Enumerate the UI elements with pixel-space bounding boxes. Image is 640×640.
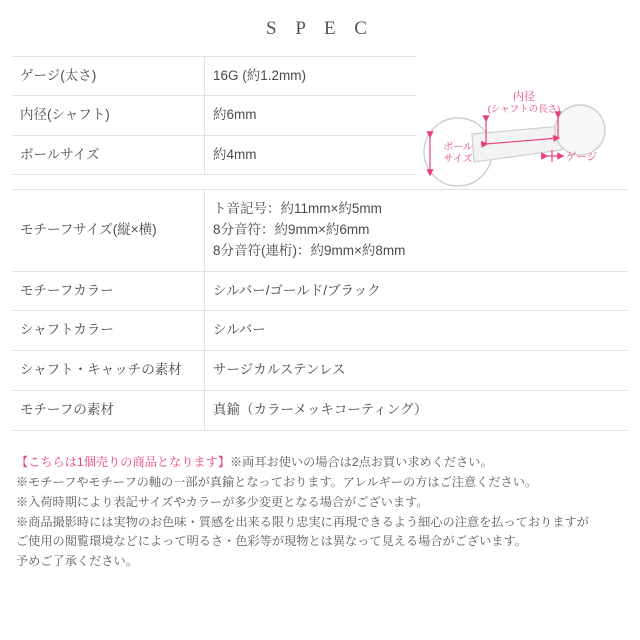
note-line: ※入荷時期により表記サイズやカラーが多少変更となる場合がございます。 xyxy=(16,494,429,509)
note-line: ご使用の閲覧環境などによって明るさ・色彩等が現物とは異なって見える場合がございます。 xyxy=(16,534,527,549)
spec-top-section xyxy=(12,56,628,175)
table-row xyxy=(12,391,628,431)
note-text: ※両耳お使いの場合は2点お買い求めください。 xyxy=(229,455,493,470)
table-row xyxy=(12,57,416,96)
spec-value-line: 8分音符：約9mm×約6mm xyxy=(213,221,370,237)
note-line: ※モチーフやモチーフの軸の一部が真鍮となっております。アレルギーの方はご注意ください。 xyxy=(16,474,538,489)
notes-section xyxy=(16,453,624,572)
spec-value: 約6mm xyxy=(205,96,417,135)
ball-size-label-line2: サイズ xyxy=(443,154,473,165)
spec-label: シャフト・キャッチの素材 xyxy=(12,351,205,391)
piercing-dimension-diagram xyxy=(412,90,624,210)
spec-value: シルバー/ゴールド/ブラック xyxy=(205,271,629,311)
table-row xyxy=(12,96,416,135)
spec-top-table xyxy=(12,56,416,175)
spec-value: 約4mm xyxy=(205,135,417,174)
spec-label: モチーフサイズ(縦×横) xyxy=(12,189,205,271)
spec-label: モチーフの素材 xyxy=(12,391,205,431)
table-row xyxy=(12,271,628,311)
spec-label: シャフトカラー xyxy=(12,311,205,351)
note-highlight: 【こちらは1個売りの商品となります】 xyxy=(16,455,230,470)
spec-value: シルバー xyxy=(205,311,629,351)
note-line xyxy=(16,453,624,473)
table-row xyxy=(12,135,416,174)
inner-diameter-label-line1: 内径 xyxy=(513,91,535,103)
spec-label: ボールサイズ xyxy=(12,135,205,174)
spec-value: 16G (約1.2mm) xyxy=(205,57,417,96)
inner-diameter-label-line2: (シャフトの長さ) xyxy=(487,104,561,115)
spec-value: 真鍮（カラーメッキコーティング） xyxy=(205,391,629,431)
spec-label: モチーフカラー xyxy=(12,271,205,311)
spec-value-line: 8分音符(連桁)：約9mm×約8mm xyxy=(213,242,406,258)
spec-label: 内径(シャフト) xyxy=(12,96,205,135)
gauge-label: ゲージ xyxy=(566,151,598,163)
note-line: 予めご了承ください。 xyxy=(16,554,138,569)
note-line: ※商品撮影時には実物のお色味・質感を出来る限り忠実に再現できるよう細心の注意を払っておりますが xyxy=(16,514,589,529)
ball-size-label-line1: ボール xyxy=(443,142,473,153)
spec-value: サージカルステンレス xyxy=(205,351,629,391)
spec-value-line: ト音記号：約11mm×約5mm xyxy=(213,200,382,216)
spec-label: ゲージ(太さ) xyxy=(12,57,205,96)
table-row xyxy=(12,311,628,351)
table-row xyxy=(12,351,628,391)
spec-bottom-table xyxy=(12,189,628,431)
page-title: S P E C xyxy=(266,18,374,39)
